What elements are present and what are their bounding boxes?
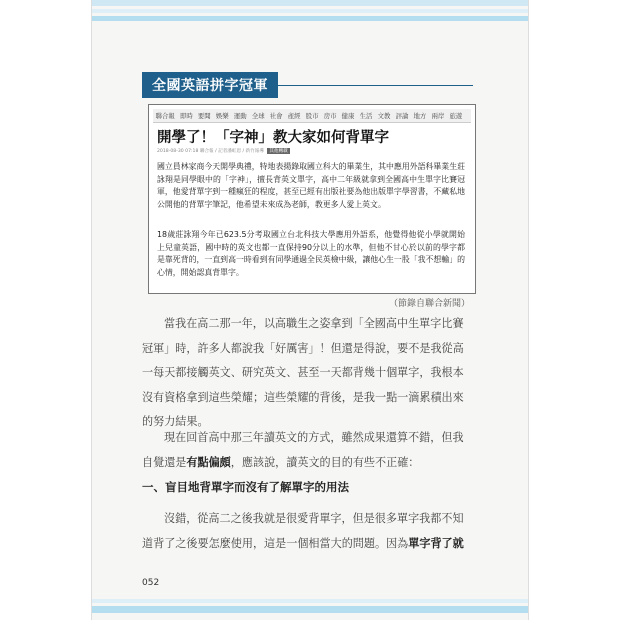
nav-item: 評論: [395, 112, 409, 120]
emphasis-text: 有點偏頗: [186, 455, 231, 469]
news-clipping: [148, 104, 476, 294]
nav-item: 生活: [359, 112, 373, 120]
nav-item: 股市: [305, 112, 319, 120]
nav-item: 運動: [233, 112, 247, 120]
bottom-stripe: [92, 606, 528, 613]
body-text: 沒錯，從高二之後我就是很愛背單字，但是很多單字我都不知道背了之後要怎麼使用，這是一個相當大的問題。因為: [142, 512, 464, 550]
top-stripe: [92, 0, 528, 6]
body-paragraph: 當我在高二那一年，以高職生之姿拿到「全國高中生單字比賽冠軍」時，許多人都說我「好厲害」！但還是得說，要不是我從高一每天都接觸英文、研究英文、甚至一天都背幾十個單字，我根本沒有資格拿到這些榮耀；這些榮耀的背後，是我一點一滴累積出來的努力結果。: [142, 317, 464, 429]
top-stripe: [92, 16, 528, 21]
nav-item: 要聞: [197, 112, 211, 120]
top-stripe: [92, 9, 528, 13]
nav-item: 旅遊: [449, 112, 463, 120]
news-nav-bar: [153, 109, 471, 123]
nav-item: 娛樂: [215, 112, 229, 120]
body-paragraph: [142, 507, 472, 556]
news-headline: 開學了！「字神」教大家如何背單字: [157, 130, 389, 146]
nav-item: 房市: [323, 112, 337, 120]
chapter-rule: [278, 85, 473, 86]
bottom-stripe: [92, 599, 528, 603]
nav-item: 即時: [179, 112, 193, 120]
section-subheading: 一、盲目地背單字而沒有了解單字的用法: [142, 480, 349, 494]
nav-item: 社會: [269, 112, 283, 120]
nav-item: 地方: [413, 112, 427, 120]
nav-item: 健康: [341, 112, 355, 120]
nav-item: 兩岸: [431, 112, 445, 120]
news-byline: 2018-08-30 07:18 聯合報 / 記者潘虹恩 / 新竹報導: [157, 149, 264, 154]
emphasis-text: 單字背了就: [408, 536, 464, 550]
news-meta: [157, 148, 290, 154]
news-tag: 其他轉載: [269, 149, 288, 154]
page-number: 052: [142, 578, 160, 588]
chapter-heading: [142, 72, 473, 98]
body-text: 現在回首高中那三年讀英文的方式，雖然成果還算不錯，但我自覺還是: [142, 431, 464, 469]
body-paragraph: [142, 426, 472, 475]
news-paragraph: 18歲莊詠翔今年已623.5分考取國立台北科技大學應用外語系，他覺得他從小學就開始上兒童英語，國中時的英文也都一直保持90分以上的水準，但他不甘心於以前的學字都是靠死背的，一直到高一時看到有同學通過全民英檢中級，讓他心生一股「我不想輸」的心情，開始認真背單字。: [157, 230, 465, 277]
chapter-title: 全國英語拼字冠軍: [142, 72, 278, 98]
news-paragraph: 國立員林家商今天開學典禮，特地表揚錄取國立科大的畢業生，其中應用外語科畢業生莊詠翔是同學眼中的「字神」，擅長背英文單字，高中二年級就拿到全國高中生單字比賽冠軍，他愛背單字到一種瘋狂的程度，甚至已經有出版社要為他出版單字學習書，不藏私地公開他的背單字筆記，他希望未來成為老師，教更多人愛上英文。: [157, 162, 465, 209]
body-text: ，應該說，讀英文的目的有些不正確：: [230, 455, 420, 469]
nav-item: 全球: [251, 112, 265, 120]
nav-item: 文教: [377, 112, 391, 120]
nav-item: 聯合報: [155, 112, 175, 120]
nav-item: 產經: [287, 112, 301, 120]
book-page: [92, 0, 528, 620]
source-note: （節錄自聯合新聞）: [388, 299, 470, 309]
